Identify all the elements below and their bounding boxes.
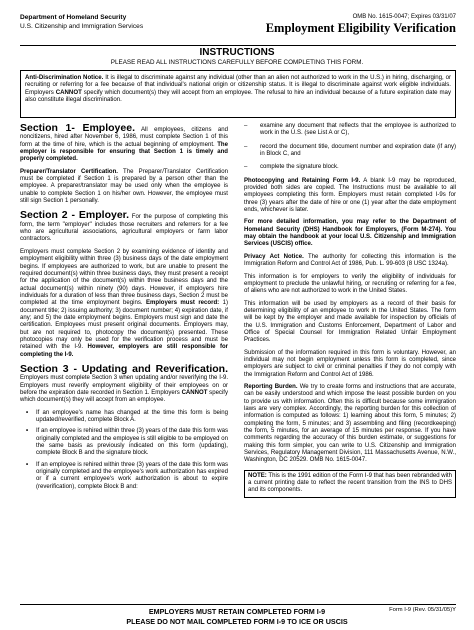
- section2-heading: Section 2 - Employer.: [20, 209, 130, 222]
- burden-text: We try to create forms and instructions that are accurate, can be easily understood and which impose the least possible burden on you to provide us with information. Often this is difficult because some immigration laws are very complex. Accordingly, the reporting burden for this collection of information is computed as follows: 1) learning about this form, 5 minutes; 2) completing the form, 5 minutes; and 3) assembling and filing (recordkeeping) the form, 5 minutes, for an average of 15 minutes per response. If you have comments regarding the accuracy of this burden estimate, or suggestions for making this form simpler, you can write to U.S. Citizenship and Immigration Services, Regulatory Management Division, 111 Massachusetts Avenue, N.W., Washington, DC 20529. OMB No. 1615-0047.: [244, 383, 456, 464]
- privacy-paragraph-4: Submission of the information required in this form is voluntary. However, an individual may not begin employment unless this form is completed, since employers are subject to civil or criminal penalties if they do not comply with the Immigration Reform and Control Act of 1986.: [244, 349, 456, 378]
- section1-text: All employees, citizens and noncitizens, hired after November 6, 1986, must complete Section 1 of this form at the time of hire, which is the actual beginning of employment.: [20, 127, 228, 148]
- photocopying-heading: Photocopying and Retaining Form I-9.: [244, 177, 361, 184]
- bullet-icon: •: [26, 409, 29, 416]
- section1-emphasis: The employer is responsible for ensuring that Section 1 is timely and properly completed.: [20, 141, 228, 163]
- burden-heading: Reporting Burden.: [244, 383, 298, 390]
- list-item: [20, 462, 228, 491]
- section2-paragraph: [20, 210, 228, 243]
- section2-responsibility: However, employers are still responsible for completing the I-9.: [20, 344, 229, 358]
- form-title: Employment Eligibility Verification: [265, 21, 456, 35]
- anti-discrimination-heading: Anti-Discrimination Notice.: [25, 74, 104, 81]
- list-item: [20, 410, 228, 425]
- section3-bullet-list: [20, 410, 228, 491]
- instructions-title: INSTRUCTIONS: [199, 47, 275, 58]
- anti-discrimination-text-2: specify which document(s) they will accept from an employee. The refusal to hire an individual because of a future expiration date may also constitute illegal discrimination.: [25, 88, 451, 104]
- footer-retain-notice: EMPLOYERS MUST RETAIN COMPLETED FORM I-9: [148, 607, 326, 616]
- section3-text: Employers must complete Section 3 when updating and/or reverifying the I-9. Employers must reverify employment eligibility of their employees on or before the expiration date recorded in Section 1. Employers: [20, 375, 228, 396]
- section2-text: For the purpose of completing this form, the term "employer" includes those recruiters and referrers for a fee who are agricultural associations, agricultural employers or farm labor contractors.: [20, 214, 229, 243]
- handbook-info: For more detailed information, you may refer to the Department of Homeland Security (DHS) Handbook for Employers, (Form M-274). You may obtain the handbook at your local U.S. Citizenship and Immigration Services (USCIS) office.: [244, 219, 456, 248]
- privacy-text: The authority for collecting this information is the Immigration Reform and Control Act of 1986, Pub. L. 99-603 (8 USC 1324a).: [244, 253, 457, 268]
- bullet-text: If an employee is rehired within three (3) years of the date this form was originally completed and the employee's work authorization has expired or if a current employee's work authorization is about to expire (reverification), complete Block B and:: [36, 461, 228, 490]
- section3-cannot: CANNOT: [181, 390, 208, 396]
- block-c-dash-list: [244, 123, 456, 172]
- dash-icon: –: [244, 143, 248, 150]
- footer-mail-notice: PLEASE DO NOT MAIL COMPLETED FORM I-9 TO ICE OR USCIS: [126, 617, 348, 626]
- form-number: Form I-9 (Rev. 05/31/05)Y: [389, 607, 456, 613]
- bullet-icon: •: [26, 428, 29, 435]
- section1-paragraph: [20, 123, 228, 164]
- agency-name: U.S. Citizenship and Immigration Services: [20, 23, 144, 30]
- burden-paragraph: [244, 384, 456, 465]
- privacy-paragraph: [244, 254, 456, 269]
- dash-text: examine any document that reflects that the employee is authorized to work in the U.S. (see List A or C),: [260, 123, 456, 137]
- footer-divider: [20, 604, 456, 605]
- section3-text-2: specify which document(s) they will accept from an employee.: [20, 390, 228, 404]
- form-header: [20, 14, 456, 44]
- bullet-text: If an employee's name has changed at the time this form is being updated/reverified, complete Block A.: [36, 409, 228, 424]
- section3-heading: Section 3 - Updating and Reverification.: [20, 362, 228, 375]
- preparer-heading: Preparer/Translator Certification.: [20, 168, 118, 175]
- list-item: [244, 123, 456, 138]
- right-column: [244, 123, 456, 498]
- section2-details-text: Employers must complete Section 2 by examining evidence of identity and employment eligibility within three (3) business days of the date employment begins. If employees are authorized to work, but are unable to present the required document(s) within three business days, they must present a receipt for the application of the document(s) within three business days and the actual document(s) within ninety (90) days. However, if employers hire individuals for a duration of less than three business days, Section 2 must be completed at the time employment begins.: [20, 248, 228, 307]
- section1-heading: Section 1- Employee.: [20, 122, 135, 134]
- header-divider: [20, 45, 456, 46]
- dash-icon: –: [244, 123, 248, 129]
- dash-text: complete the signature block.: [260, 164, 339, 171]
- bullet-text: If an employee is rehired within three (3) years of the date this form was originally completed and the employee is still eligible to be employed on the same basis as previously indicated on this form (updating), complete Block B and the signature block.: [36, 428, 228, 457]
- department-name: Department of Homeland Security: [20, 14, 127, 21]
- section3-paragraph: [20, 364, 228, 405]
- list-item: [244, 144, 456, 159]
- anti-discrimination-text: It is illegal to discriminate against any individual (other than an alien not authorized to work in the U.S.) in hiring, discharging, or recruiting or referring for a fee because of that individual's national origin or citizenship status. It is illegal to discriminate against work eligible individuals. Employers: [25, 74, 451, 96]
- privacy-paragraph-2: This information is for employers to verify the eligibility of individuals for employment to preclude the unlawful hiring, or recruiting or referring for a fee, of aliens who are not authorized to work in the United States.: [244, 273, 456, 295]
- list-item: [244, 164, 456, 171]
- section2-must-record: Employers must record:: [146, 300, 220, 307]
- instructions-subtitle: PLEASE READ ALL INSTRUCTIONS CAREFULLY BEFORE COMPLETING THIS FORM.: [110, 59, 364, 66]
- privacy-paragraph-3: This information will be used by employers as a record of their basis for determining eligibility of an employee to work in the United States. The form will be kept by the employer and made available for inspection by officials of the U.S. Immigration and Customs Enforcement, Department of Labor and Office of Special Counsel for Immigration Related Unfair Employment Practices.: [244, 300, 456, 344]
- preparer-paragraph: [20, 169, 228, 206]
- note-text: This is the 1991 edition of the Form I-9 that has been rebranded with a current printing date to reflect the recent transition from the INS to DHS and its components.: [248, 472, 452, 494]
- left-column: [20, 123, 228, 495]
- photocopying-text: A blank I-9 may be reproduced, provided both sides are copied. The Instructions must be available to all employees completing this form. Employers must retain completed I-9s for three (3) years after the date of hire or one (1) year after the date employment ends, whichever is later.: [244, 177, 456, 214]
- list-item: [20, 428, 228, 457]
- omb-number: OMB No. 1615-0047; Expires 03/31/07: [352, 14, 456, 20]
- bullet-icon: •: [26, 461, 29, 468]
- cannot-emphasis: CANNOT: [55, 88, 82, 96]
- preparer-text: The Preparer/Translator Certification must be completed if Section 1 is prepared by a person other than the employee. A preparer/translator may be used only when the employee is unable to complete Section 1 on his/her own. However, the employee must still sign Section 1 personally.: [20, 168, 228, 205]
- anti-discrimination-notice: [20, 70, 456, 118]
- dash-text: record the document title, document number and expiration date (if any) in Block C, and: [260, 143, 456, 158]
- section2-details: [20, 249, 228, 359]
- note-heading: NOTE:: [248, 472, 267, 479]
- section2-record-list: 1) document title; 2) issuing authority; 3) document number; 4) expiration date, if any; and 5) the date employment begins. Employers must sign and date the certification. Employees must present original documents. Employers may, but are not required to, photocopy the document(s) presented. These photocopies may only be used for the verification process and must be retained with the I-9.: [20, 300, 228, 351]
- note-box: [244, 470, 456, 498]
- photocopying-paragraph: [244, 178, 456, 215]
- dash-icon: –: [244, 164, 248, 171]
- privacy-heading: Privacy Act Notice.: [244, 253, 304, 260]
